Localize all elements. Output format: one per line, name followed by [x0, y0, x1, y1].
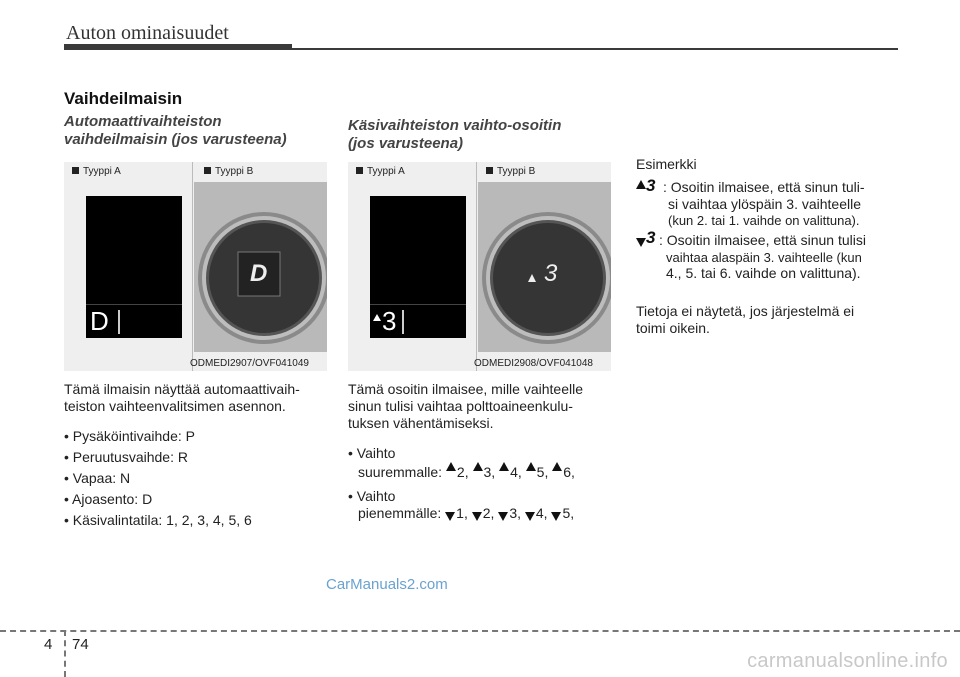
down-arrow-icon: [498, 512, 508, 521]
list-item: • Käsivalintatila: 1, 2, 3, 4, 5, 6: [64, 512, 252, 528]
middle-para-line1: Tämä osoitin ilmaisee, mille vaihteelle: [348, 381, 583, 397]
dial-gear-text: 3: [544, 260, 558, 287]
middle-subtitle: [348, 117, 561, 153]
chapter-number: 4: [44, 636, 53, 653]
middle-figure-caption: ODMEDI2908/OVF041048: [474, 358, 593, 369]
lcd-gear-text: 3: [382, 306, 397, 336]
middle-subtitle-line1: Käsivaihteiston vaihto-osoitin: [348, 117, 562, 134]
right-note-line2: toimi oikein.: [636, 320, 710, 336]
left-figure: [64, 162, 327, 371]
left-para-line2: teiston vaihteenvalitsimen asennon.: [64, 398, 286, 414]
upshift-list-item: • Vaihto suuremmalle: 2, 3, 4, 5, 6,: [348, 445, 575, 480]
left-figure-tag-b: Tyyppi B: [204, 166, 253, 177]
lcd-display: [86, 196, 182, 338]
up-arrow-icon: [526, 462, 536, 471]
watermark-link[interactable]: CarManuals2.com: [326, 576, 448, 593]
dial-gear-text: D: [250, 260, 268, 287]
left-subtitle-line2: vaihdeilmaisin (jos varusteena): [64, 131, 287, 148]
up-arrow-icon: [473, 462, 483, 471]
left-subtitle-line1: Automaattivaihteiston: [64, 113, 222, 130]
header-title: Auton ominaisuudet: [66, 22, 229, 44]
middle-subtitle-line2: (jos varusteena): [348, 135, 464, 152]
list-item: • Pysäköintivaihde: P: [64, 428, 195, 444]
middle-figure-tag-a: Tyyppi A: [356, 166, 405, 177]
gear-digit-icon: 3: [646, 176, 656, 195]
list-item: • Peruutusvaihde: R: [64, 449, 188, 465]
up-arrow-icon: [499, 462, 509, 471]
middle-figure-tag-b: Tyyppi B: [486, 166, 535, 177]
down-arrow-icon: [472, 512, 482, 521]
page-number: 74: [72, 636, 89, 653]
right-note-line1: Tietoja ei näytetä, jos järjestelmä ei: [636, 303, 855, 319]
middle-paragraph: [348, 381, 583, 432]
up-arrow-icon: [636, 180, 646, 189]
footer-divider: [64, 630, 66, 677]
example-title: Esimerkki: [636, 156, 697, 172]
left-figure-tag-a: Tyyppi A: [72, 166, 121, 177]
up-arrow-icon: [552, 462, 562, 471]
gear-digit-icon: 3: [646, 228, 656, 247]
section-title: Vaihdeilmaisin: [64, 89, 183, 108]
middle-figure: [348, 162, 611, 371]
list-item: • Ajoasento: D: [64, 491, 153, 507]
example-downshift-line1: : Osoitin ilmaisee, että sinun tulisi: [659, 232, 866, 248]
middle-para-line2: sinun tulisi vaihtaa polttoaineenkulu-: [348, 398, 573, 414]
left-paragraph: [64, 381, 300, 415]
right-note: [636, 303, 854, 337]
left-figure-caption: ODMEDI2907/OVF041049: [190, 358, 309, 369]
site-watermark: carmanualsonline.info: [747, 650, 948, 672]
lcd-up-arrow-icon: [373, 314, 381, 321]
lcd-display: [370, 196, 466, 338]
figure-divider: [476, 162, 477, 371]
figure-divider: [192, 162, 193, 371]
footer-rule: [0, 630, 960, 632]
example-upshift-line2: si vaihtaa ylöspäin 3. vaihteelle: [668, 196, 862, 212]
example-upshift-line3: (kun 2. tai 1. vaihde on valittuna).: [668, 213, 860, 228]
down-arrow-icon: [636, 238, 646, 247]
down-arrow-icon: [525, 512, 535, 521]
lcd-gear-text: D: [90, 306, 109, 336]
header-rule: [292, 48, 898, 50]
list-item: • Vapaa: N: [64, 470, 131, 486]
up-arrow-icon: [446, 462, 456, 471]
downshift-list-item: • Vaihto pienemmälle: 1, 2, 3, 4, 5,: [348, 488, 575, 521]
header-bar: [64, 44, 292, 50]
example-downshift-line3: 4., 5. tai 6. vaihde on valittuna).: [666, 265, 861, 281]
down-arrow-icon: [445, 512, 455, 521]
down-arrow-icon: [551, 512, 561, 521]
example-upshift-line1: : Osoitin ilmaisee, että sinun tuli-: [663, 179, 865, 195]
example-downshift-line2: vaihtaa alaspäin 3. vaihteelle (kun: [666, 250, 862, 265]
left-para-line1: Tämä ilmaisin näyttää automaattivaih-: [64, 381, 300, 397]
middle-para-line3: tuksen vähentämiseksi.: [348, 415, 494, 431]
left-subtitle: [64, 113, 287, 149]
